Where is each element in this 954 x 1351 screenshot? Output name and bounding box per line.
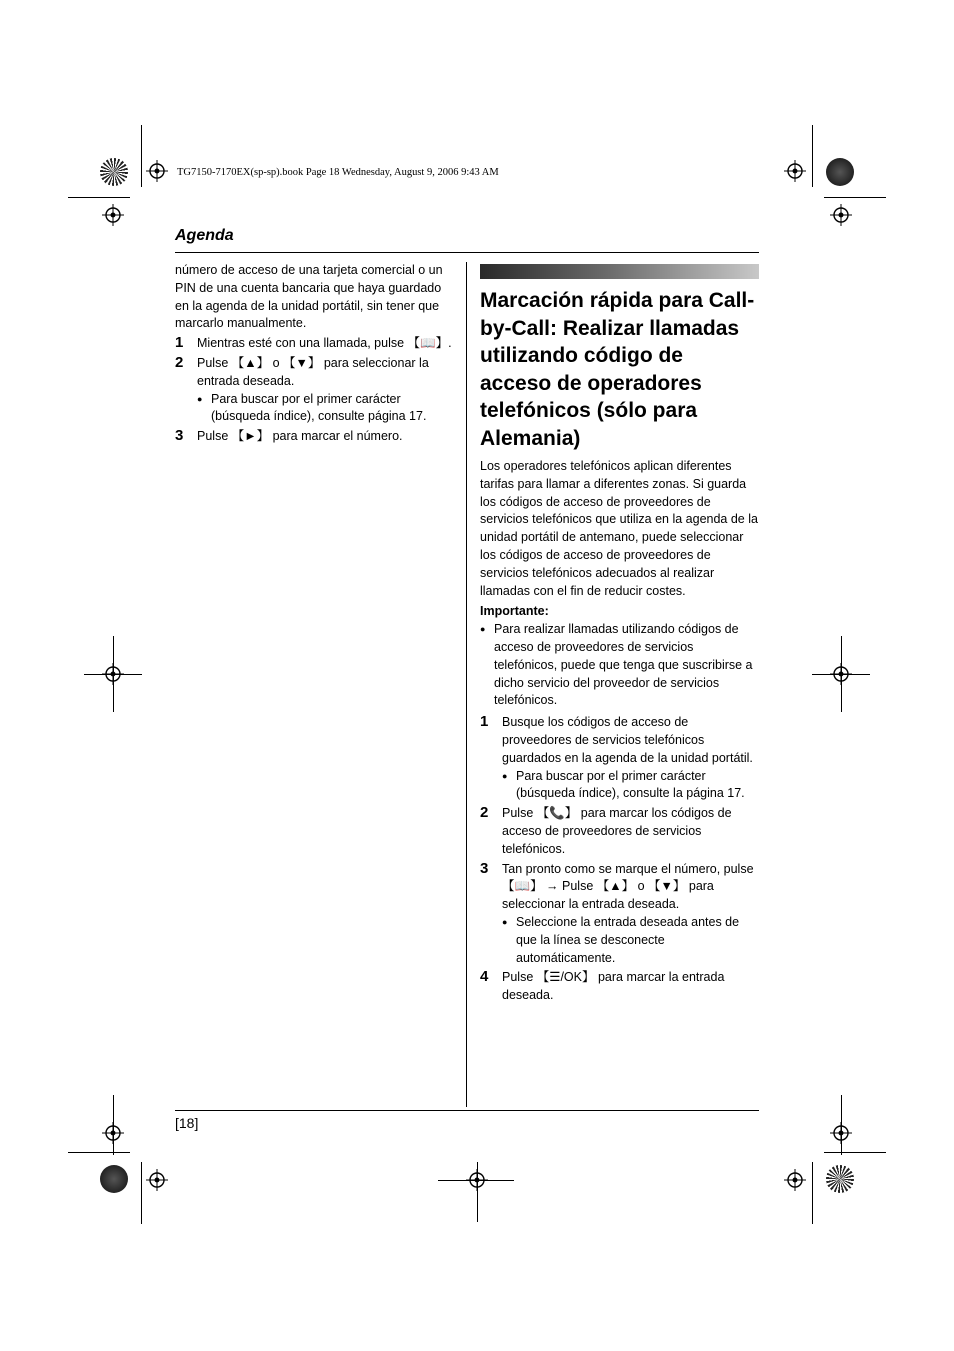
- step-number: 1: [175, 334, 184, 352]
- registration-mark-icon: [830, 204, 852, 226]
- important-label: Importante:: [480, 604, 549, 619]
- registration-mark-icon: [784, 1169, 806, 1191]
- step-number: 2: [480, 804, 489, 822]
- registration-mark-icon: [830, 663, 852, 685]
- step-text: Pulse 【▲】 o 【▼】 para seleccionar la entrada deseada.: [197, 355, 429, 388]
- important-bullet: ● Para realizar llamadas utilizando códigos de acceso de proveedores de servicios telefónicos, puede que tenga que suscribirse a dicho servicio del proveedor de servicios telefónicos.: [480, 621, 760, 710]
- heading-gradient-bar: [480, 264, 759, 279]
- registration-fan-icon: [826, 1165, 854, 1193]
- step: [175, 355, 455, 426]
- registration-mark-icon: [146, 1169, 168, 1191]
- section-heading: Marcación rápida para Call-by-Call: Realizar llamadas utilizando código de acceso de operadores telefónicos (sólo para Alemania): [480, 289, 755, 450]
- step-bullet: ● Para buscar por el primer carácter (búsqueda índice), consulte la página 17.: [502, 768, 760, 804]
- header-rule: [175, 252, 759, 253]
- step-text: Tan pronto como se marque el número, pulse 【📖】 → Pulse 【▲】 o 【▼】 para seleccionar la entrada deseada.: [502, 861, 754, 912]
- step: [480, 805, 760, 858]
- registration-mark-icon: [146, 160, 168, 182]
- registration-mark-icon: [466, 1169, 488, 1191]
- right-column: [480, 264, 760, 1005]
- left-column: [175, 262, 455, 446]
- left-intro: número de acceso de una tarjeta comercial o un PIN de una cuenta bancaria que haya guardado en la agenda de la unidad portátil, sin tener que marcarlo manualmente.: [175, 263, 443, 331]
- footer-rule: [175, 1110, 759, 1111]
- step-text: Pulse 【☰/OK】 para marcar la entrada deseada.: [502, 970, 725, 1003]
- step-number: 1: [480, 713, 489, 731]
- step-number: 3: [175, 427, 184, 445]
- step-number: 3: [480, 859, 489, 877]
- step-bullet: ● Para buscar por el primer carácter (búsqueda índice), consulte página 17.: [197, 391, 455, 427]
- registration-fan-icon: [826, 158, 854, 186]
- step: [480, 714, 760, 803]
- step: [480, 861, 760, 968]
- registration-mark-icon: [102, 204, 124, 226]
- step: [480, 969, 760, 1005]
- page-number: [18]: [175, 1115, 199, 1131]
- file-info: TG7150-7170EX(sp-sp).book Page 18 Wednesday, August 9, 2006 9:43 AM: [177, 167, 499, 178]
- column-divider: [466, 262, 467, 1107]
- registration-fan-icon: [100, 158, 128, 186]
- registration-fan-icon: [100, 1165, 128, 1193]
- step-text: Mientras esté con una llamada, pulse 【📖】.: [197, 336, 452, 351]
- step: [175, 335, 455, 353]
- step-bullet: ● Seleccione la entrada deseada antes de que la línea se desconecte automáticamente.: [502, 914, 760, 967]
- step: [175, 428, 455, 446]
- step-text: Busque los códigos de acceso de proveedores de servicios telefónicos guardados en la agenda de la unidad portátil.: [502, 715, 753, 765]
- registration-mark-icon: [784, 160, 806, 182]
- step-number: 2: [175, 353, 184, 371]
- step-text: Pulse 【📞】 para marcar los códigos de acceso de proveedores de servicios telefónicos.: [502, 806, 732, 856]
- step-text: Pulse 【►】 para marcar el número.: [197, 429, 403, 444]
- section-title: Agenda: [175, 227, 234, 244]
- right-intro: Los operadores telefónicos aplican diferentes tarifas para llamar a diferentes zonas. Si guarda los códigos de acceso de proveedores de servicios telefónicos que utiliza en la agenda de la unidad portátil de antemano, puede seleccionar los códigos de acceso de proveedores de servicios telefónicos adecuados al realizar llamadas con el fin de reducir costes.: [480, 459, 758, 598]
- step-number: 4: [480, 968, 489, 986]
